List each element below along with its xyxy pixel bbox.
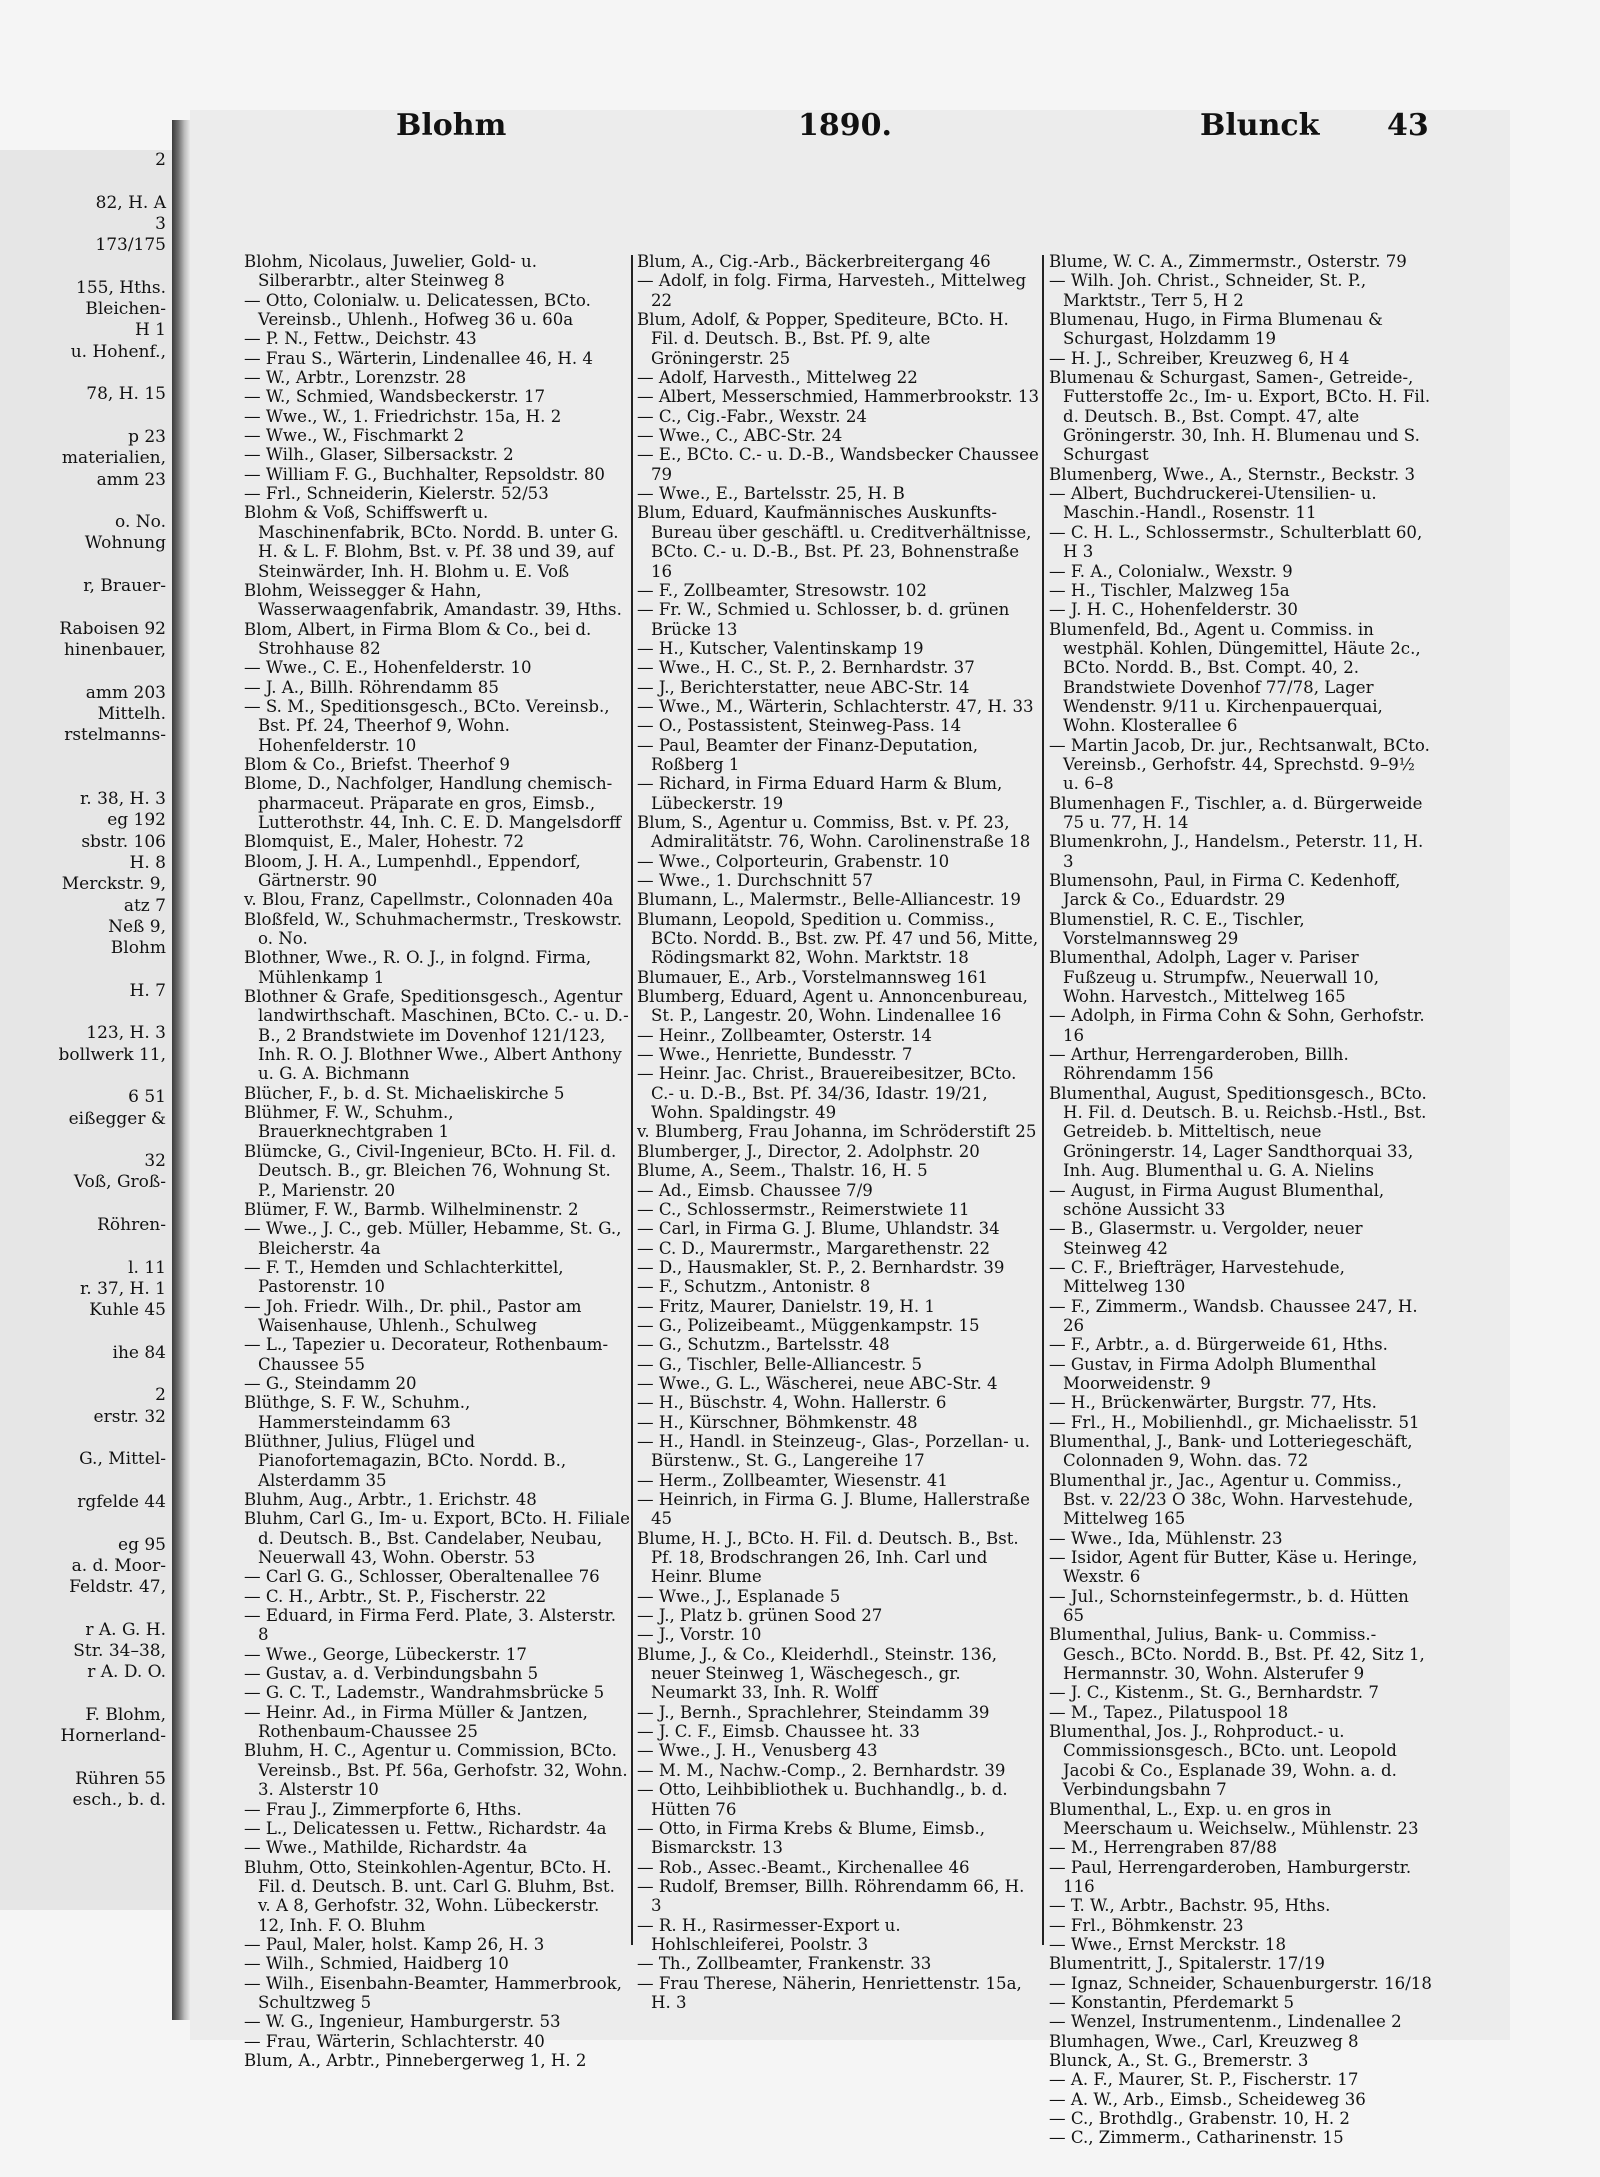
directory-column-1 [244,252,630,2070]
directory-entry: — Frl., Böhmkenstr. 23 [1049,1915,1244,1935]
directory-entry: Blum, Eduard, Kaufmännisches Auskunfts-Bureau über geschäftl. u. Creditverhältnisse, BCto. C.- u. D.-B., Bst. Pf. 23, Bohnenstraße 16 [637,503,1032,581]
directory-entry: — C., Brothdlg., Grabenstr. 10, H. 2 [1049,2109,1350,2128]
directory-entry: — Wwe., Ernst Merckstr. 18 [1049,1934,1287,1954]
directory-entry: Blücher, F., b. d. St. Michaeliskirche 5 [244,1083,565,1103]
directory-entry: — J. C. F., Eimsb. Chaussee ht. 33 [637,1722,920,1742]
directory-entry: — G., Tischler, Belle-Alliancestr. 5 [637,1354,923,1374]
directory-entry: — Wwe., Colporteurin, Grabenstr. 10 [637,851,950,871]
fragment-line: esch., b. d. [72,1790,166,1811]
directory-entry: Blomquist, E., Maler, Hohestr. 72 [244,832,525,852]
fragment-line: amm 203 [85,682,166,703]
fragment-line: r. 38, H. 3 [80,789,166,809]
fragment-line: Kuhle 45 [89,1300,166,1321]
fragment-line: erstr. 32 [93,1406,166,1427]
directory-entry: Blumenthal, Julius, Bank- u. Commiss.-Gesch., BCto. Nordd. B., Bst. Pf. 42, Sitz 1, Hermannstr. 30, Wohn. Alsterufer 9 [1049,1625,1425,1684]
directory-entry: — Wilh., Glaser, Silbersackstr. 2 [244,445,514,465]
fragment-line: Str. 34–38, [73,1641,166,1661]
directory-entry: Bluhm, Aug., Arbtr., 1. Erichstr. 48 [244,1490,537,1509]
directory-entry: — H., Tischler, Malzweg 15a [1049,580,1290,600]
directory-entry: — Wilh. Joh. Christ., Schneider, St. P., Marktstr., Terr 5, H 2 [1049,271,1367,310]
fragment-line: 123, H. 3 [86,1023,166,1044]
directory-column-2 [637,252,1040,2012]
directory-entry: — P. N., Fettw., Deichstr. 43 [244,329,477,349]
fragment-line: Feldstr. 47, [69,1577,166,1598]
directory-entry: — Konstantin, Pferdemarkt 5 [1049,1992,1295,2012]
directory-entry: Bloom, J. H. A., Lumpenhdl., Eppendorf, Gärtnerstr. 90 [244,851,581,890]
fragment-line: H. 7 [129,980,166,1001]
directory-entry: Blumentritt, J., Spitalerstr. 17/19 [1049,1954,1325,1974]
running-head-left: Blohm [396,108,507,143]
directory-entry: — Isidor, Agent für Butter, Käse u. Heringe, Wexstr. 6 [1049,1548,1418,1587]
directory-entry: Blumenhagen F., Tischler, a. d. Bürgerweide 75 u. 77, H. 14 [1049,793,1423,832]
directory-entry: Blumensohn, Paul, in Firma C. Kedenhoff, Jarck & Co., Eduardstr. 29 [1049,871,1401,910]
directory-entry: — Heinrich, in Firma G. J. Blume, Hallerstraße 45 [637,1490,1030,1529]
directory-entry: — Adolf, in folg. Firma, Harvesteh., Mittelweg 22 [637,271,1027,310]
directory-entry: Blumenthal, L., Exp. u. en gros in Meerschaum u. Weichselw., Mühlenstr. 23 [1049,1799,1419,1838]
directory-entry: — R. H., Rasirmesser-Export u. Hohlschleiferei, Poolstr. 3 [637,1915,901,1954]
fragment-line: G., Mittel- [79,1449,166,1470]
directory-entry: Blumenthal, Adolph, Lager v. Pariser Fußzeug u. Strumpfw., Neuerwall 10, Wohn. Harvestch., Mittelweg 165 [1049,948,1380,1007]
directory-entry: Blumenthal jr., Jac., Agentur u. Commiss., Bst. v. 22/23 O 38c, Wohn. Harvestehude, Mittelweg 165 [1049,1470,1414,1529]
directory-entry: Blumenkrohn, J., Handelsm., Peterstr. 11, H. 3 [1049,832,1424,871]
previous-page-fragment [0,150,172,1910]
directory-entry: — C. H., Arbtr., St. P., Fischerstr. 22 [244,1586,547,1606]
directory-entry: — Wwe., J., Esplanade 5 [637,1586,841,1606]
directory-entry: — Heinr., Zollbeamter, Osterstr. 14 [637,1025,932,1045]
directory-entry: — C. D., Maurermstr., Margarethenstr. 22 [637,1238,991,1258]
directory-entry: v. Blou, Franz, Capellmstr., Colonnaden 40a [244,890,614,910]
directory-entry: — Th., Zollbeamter, Frankenstr. 33 [637,1954,932,1974]
directory-entry: Blumann, Leopold, Spedition u. Commiss., BCto. Nordd. B., Bst. zw. Pf. 47 und 56, Mitte, Rödingsmarkt 82, Wohn. Marktstr. 18 [637,909,1039,968]
directory-entry: Blume, A., Seem., Thalstr. 16, H. 5 [637,1161,928,1181]
directory-entry: — H., Brückenwärter, Burgstr. 77, Hts. [1049,1393,1377,1413]
directory-entry: — J. H. C., Hohenfelderstr. 30 [1049,600,1298,620]
directory-entry: Blume, W. C. A., Zimmermstr., Osterstr. 79 [1049,252,1407,271]
directory-entry: Blume, J., & Co., Kleiderhdl., Steinstr. 136, neuer Steinweg 1, Wäschegesch., gr. Neumarkt 33, Inh. R. Wolff [637,1644,998,1703]
directory-entry: — J., Bernh., Sprachlehrer, Steindamm 39 [637,1702,990,1722]
fragment-line: sbstr. 106 [81,831,166,852]
fragment-line: 3 [155,213,166,234]
directory-entry: Blumauer, E., Arb., Vorstelmannsweg 161 [637,967,989,987]
directory-entry: Blüthge, S. F. W., Schuhm., Hammersteindamm 63 [244,1393,471,1432]
directory-entry: v. Blumberg, Frau Johanna, im Schröderstift 25 [637,1122,1037,1142]
directory-entry: — M. M., Nachw.-Comp., 2. Bernhardstr. 39 [637,1760,1006,1780]
directory-entry: — Heinr. Jac. Christ., Brauereibesitzer, BCto. C.- u. D.-B., Bst. Pf. 34/36, Idastr. 19/21, Wohn. Spaldingstr. 49 [637,1064,1017,1123]
directory-entry: — Richard, in Firma Eduard Harm & Blum, Lübeckerstr. 19 [637,774,1003,813]
fragment-line: bollwerk 11, [58,1044,166,1065]
column-rule [631,255,633,1945]
directory-entry: — M., Herrengraben 87/88 [1049,1838,1278,1858]
fragment-line: Rühren 55 [75,1768,166,1789]
directory-entry: — F. T., Hemden und Schlachterkittel, Pastorenstr. 10 [244,1257,564,1297]
directory-entry: Blohm, Weissegger & Hahn, Wasserwaagenfabrik, Amandastr. 39, Hths. [244,580,622,620]
directory-entry: — W. G., Ingenieur, Hamburgerstr. 53 [244,2012,561,2032]
fragment-line: r A. D. O. [87,1662,166,1683]
directory-entry: Blohm, Nicolaus, Juwelier, Gold- u. Silberarbtr., alter Steinweg 8 [244,252,537,291]
directory-entry: — Rob., Assec.-Beamt., Kirchenallee 46 [637,1857,970,1877]
directory-entry: Blumhagen, Wwe., Carl, Kreuzweg 8 [1049,2031,1359,2051]
directory-entry: — W., Schmied, Wandsbeckerstr. 17 [244,387,546,407]
directory-entry: — Wenzel, Instrumentenm., Lindenallee 2 [1049,2012,1402,2032]
directory-entry: — Frl., Schneiderin, Kielerstr. 52/53 [244,484,549,504]
directory-entry: Bluhm, Carl G., Im- u. Export, BCto. H. Filiale d. Deutsch. B., Bst. Candelaber, Neubau, Neuerwall 43, Wohn. Oberstr. 53 [244,1509,630,1568]
directory-entry: — F., Zimmerm., Wandsb. Chaussee 247, H. 26 [1049,1296,1418,1335]
directory-entry: — D., Hausmakler, St. P., 2. Bernhardstr. 39 [637,1257,1005,1277]
directory-entry: Blum, A., Arbtr., Pinnebergerweg 1, H. 2 [244,2050,587,2070]
directory-entry: — Wwe., C. E., Hohenfelderstr. 10 [244,658,532,678]
directory-entry: — Wwe., E., Bartelsstr. 25, H. B [637,484,905,504]
directory-entry: Blumberg, Eduard, Agent u. Annoncenbureau, St. P., Langestr. 20, Wohn. Lindenallee 16 [637,987,1028,1026]
fragment-line: atz 7 [123,895,166,916]
directory-entry: — M., Tapez., Pilatuspool 18 [1049,1702,1289,1722]
directory-entry: — Eduard, in Firma Ferd. Plate, 3. Alsterstr. 8 [244,1606,617,1645]
directory-entry: — Frau S., Wärterin, Lindenallee 46, H. 4 [244,348,593,368]
directory-column-3 [1049,252,1435,2148]
fragment-line: eg 192 [107,810,166,831]
directory-entry: — C. F., Briefträger, Harvestehude, Mittelweg 130 [1049,1257,1345,1297]
fragment-line: rgfelde 44 [77,1491,166,1512]
directory-entry: — A. F., Maurer, St. P., Fischerstr. 17 [1049,2070,1359,2090]
directory-entry: Blumenstiel, R. C. E., Tischler, Vorstelmannsweg 29 [1049,909,1305,949]
directory-entry: — H., Büschstr. 4, Wohn. Hallerstr. 6 [637,1393,947,1413]
directory-entry: — Wwe., G. L., Wäscherei, neue ABC-Str. 4 [637,1373,998,1393]
directory-entry: — C., Schlossermstr., Reimerstwiete 11 [637,1199,970,1219]
fragment-line: H. 8 [129,852,166,873]
fragment-line: Wohnung [84,533,166,554]
column-rule [1042,255,1044,1945]
directory-entry: — B., Glasermstr. u. Vergolder, neuer Steinweg 42 [1049,1219,1363,1258]
directory-entry: — G. C. T., Lademstr., Wandrahmsbrücke 5 [244,1683,605,1703]
directory-entry: Blüthner, Julius, Flügel und Pianofortemagazin, BCto. Nordd. B., Alsterdamm 35 [244,1431,567,1490]
directory-entry: — C., Cig.-Fabr., Wexstr. 24 [637,406,867,426]
fragment-line: Röhren- [97,1215,166,1235]
directory-entry: — J., Berichterstatter, neue ABC-Str. 14 [637,677,970,697]
directory-entry: — Herm., Zollbeamter, Wiesenstr. 41 [637,1470,948,1490]
running-head-right: Blunck [1200,108,1320,143]
directory-entry: — Wwe., W., Fischmarkt 2 [244,426,465,446]
directory-entry: Blothner, Wwe., R. O. J., in folgnd. Firma, Mühlenkamp 1 [244,948,592,987]
fragment-line: amm 23 [96,469,166,490]
fragment-line: p 23 [128,426,166,447]
directory-entry: — Otto, in Firma Krebs & Blume, Eimsb., Bismarckstr. 13 [637,1818,986,1858]
directory-entry: — E., BCto. C.- u. D.-B., Wandsbecker Chaussee 79 [637,445,1039,484]
directory-entry: — J., Vorstr. 10 [637,1625,762,1645]
fragment-line: a. d. Moor- [71,1555,166,1576]
fragment-line: 2 [155,150,166,170]
directory-entry: — Frau J., Zimmerpforte 6, Hths. [244,1799,522,1819]
directory-entry: — F. A., Colonialw., Wexstr. 9 [1049,561,1293,581]
directory-entry: — August, in Firma August Blumenthal, schöne Aussicht 33 [1049,1180,1385,1219]
directory-entry: — C. H. L., Schlossermstr., Schulterblatt 60, H 3 [1049,522,1423,562]
directory-entry: — Gustav, a. d. Verbindungsbahn 5 [244,1664,539,1684]
directory-entry: — Adolph, in Firma Cohn & Sohn, Gerhofstr. 16 [1049,1006,1425,1045]
fragment-line: 32 [144,1151,166,1172]
directory-entry: — Frl., H., Mobilienhdl., gr. Michaelisstr. 51 [1049,1412,1420,1432]
directory-entry: — H., Handl. in Steinzeug-, Glas-, Porzellan- u. Bürstenw., St. G., Langereihe 17 [637,1431,1030,1471]
directory-entry: — F., Zollbeamter, Stresowstr. 102 [637,580,927,600]
fragment-line: r A. G. H. [85,1619,166,1640]
fragment-line: Bleichen- [85,299,166,320]
directory-entry: — Adolf, Harvesth., Mittelweg 22 [637,368,918,388]
fragment-line: Hornerland- [60,1726,166,1747]
directory-entry: — Frau Therese, Näherin, Henriettenstr. 15a, H. 3 [637,1973,1022,2012]
directory-entry: — Wilh., Schmied, Haidberg 10 [244,1954,509,1974]
directory-entry: Blümcke, G., Civil-Ingenieur, BCto. H. Fil. d. Deutsch. B., gr. Bleichen 76, Wohnung St. P., Marienstr. 20 [244,1141,617,1200]
directory-entry: — Wwe., M., Wärterin, Schlachterstr. 47, H. 33 [637,696,1034,716]
directory-entry: — L., Tapezier u. Decorateur, Rothenbaum-Chaussee 55 [244,1335,609,1374]
directory-entry: — Gustav, in Firma Adolph Blumenthal Moorweidenstr. 9 [1049,1354,1377,1393]
directory-entry: Blumenthal, Jos. J., Rohproduct.- u. Commissionsgesch., BCto. unt. Leopold Jacobi & Co., Esplanade 39, Wohn. a. d. Verbindungsbahn 7 [1049,1722,1397,1800]
fragment-line: 78, H. 15 [86,384,166,405]
directory-entry: — L., Delicatessen u. Fettw., Richardstr. 4a [244,1818,607,1838]
directory-entry: — Albert, Messerschmied, Hammerbrookstr. 13 [637,387,1040,407]
fragment-line: eißegger & [68,1108,166,1129]
directory-entry: Bloßfeld, W., Schuhmachermstr., Treskowstr. o. No. [244,909,623,949]
directory-entry: — Ignaz, Schneider, Schauenburgerstr. 16/18 [1049,1973,1432,1993]
directory-entry: — Wwe., Henriette, Bundesstr. 7 [637,1045,913,1065]
directory-entry: — J. C., Kistenm., St. G., Bernhardstr. 7 [1049,1683,1379,1703]
directory-entry: Blom & Co., Briefst. Theerhof 9 [244,754,510,774]
directory-entry: — A. W., Arb., Eimsb., Scheideweg 36 [1049,2089,1366,2109]
directory-entry: — J. A., Billh. Röhrendamm 85 [244,677,499,697]
fragment-line: l. 11 [128,1257,166,1278]
directory-entry: — G., Polizeibeamt., Müggenkampstr. 15 [637,1315,980,1335]
directory-entry: — J., Platz b. grünen Sood 27 [637,1606,883,1626]
directory-entry: Blümer, F. W., Barmb. Wilhelminenstr. 2 [244,1199,579,1219]
fragment-line: materialien, [61,448,166,469]
page-header [0,108,1600,158]
fragment-line: r, Brauer- [83,576,166,596]
directory-entry: — Wwe., Mathilde, Richardstr. 4a [244,1838,528,1858]
directory-entry: Blum, Adolf, & Popper, Spediteure, BCto. H. Fil. d. Deutsch. B., Bst. Pf. 9, alte Gröningerstr. 25 [637,310,1009,368]
directory-entry: Blom, Albert, in Firma Blom & Co., bei d. Strohhause 82 [244,619,592,658]
directory-entry: — Paul, Maler, holst. Kamp 26, H. 3 [244,1934,545,1954]
fragment-line: rstelmanns- [64,725,166,746]
fragment-line: ihe 84 [112,1342,166,1363]
directory-entry: Blumann, L., Malermstr., Belle-Alliancestr. 19 [637,890,1021,910]
directory-entry: Blum, S., Agentur u. Commiss, Bst. v. Pf. 23, Admiralitätstr. 76, Wohn. Carolinenstraße 18 [637,812,1031,852]
fragment-line: F. Blohm, [85,1704,166,1725]
directory-entry: Blumenau, Hugo, in Firma Blumenau & Schurgast, Holzdamm 19 [1049,310,1383,349]
directory-entry: — Wwe., J. H., Venusberg 43 [637,1741,878,1761]
directory-entry: — H. J., Schreiber, Kreuzweg 6, H 4 [1049,348,1350,368]
directory-entry: — Wwe., H. C., St. P., 2. Bernhardstr. 37 [637,658,975,678]
directory-entry: — Joh. Friedr. Wilh., Dr. phil., Pastor am Waisenhause, Uhlenh., Schulweg [244,1296,582,1335]
directory-entry: — W., Arbtr., Lorenzstr. 28 [244,368,467,388]
directory-entry: Blohm & Voß, Schiffswerft u. Maschinenfabrik, BCto. Nordd. B. unter G. H. & L. F. Blohm, Bst. v. Pf. 38 und 39, auf Steinwärder, Inh. H. Blohm u. E. Voß [244,503,619,581]
directory-entry: — F., Arbtr., a. d. Bürgerweide 61, Hths. [1049,1335,1388,1355]
running-head-year: 1890. [798,108,892,143]
fragment-line: 155, Hths. [76,277,166,298]
directory-entry: Blühmer, F. W., Schuhm., Brauerknechtgraben 1 [244,1103,454,1142]
fragment-line: 82, H. A [95,192,166,213]
directory-entry: Blumenthal, J., Bank- und Lotteriegeschäft, Colonnaden 9, Wohn. das. 72 [1049,1431,1413,1471]
directory-entry: — C., Zimmerm., Catharinenstr. 15 [1049,2128,1344,2148]
directory-entry: — Rudolf, Bremser, Billh. Röhrendamm 66, H. 3 [637,1876,1025,1916]
fragment-line: 2 [155,1385,166,1406]
directory-entry: — Fritz, Maurer, Danielstr. 19, H. 1 [637,1296,935,1316]
fragment-line: eg 95 [118,1534,166,1555]
fragment-line: u. Hohenf., [70,341,166,362]
directory-entry: Blothner & Grafe, Speditionsgesch., Agentur landwirthschaft. Maschinen, BCto. C.- u. D.-B., 2 Brandstwiete im Dovenhof 121/123, Inh. R. O. J. Blothner Wwe., Albert Anthony u. G. A. Bichmann [244,987,629,1084]
directory-entry: — Paul, Beamter der Finanz-Deputation, Roßberg 1 [637,735,979,774]
fragment-line: 6 51 [128,1087,166,1108]
fragment-line: Merckstr. 9, [61,874,166,895]
directory-entry: Blome, D., Nachfolger, Handlung chemisch-pharmaceut. Präparate en gros, Eimsb., Lutterothstr. 44, Inh. C. E. D. Mangelsdorff [244,774,621,832]
directory-entry: — T. W., Arbtr., Bachstr. 95, Hths. [1049,1896,1331,1916]
fragment-line: Blohm [110,938,166,959]
directory-entry: — Carl, in Firma G. J. Blume, Uhlandstr. 34 [637,1219,1000,1239]
fragment-line: o. No. [115,512,166,533]
directory-entry: — G., Schutzm., Bartelsstr. 48 [637,1335,890,1355]
directory-entry: Blumenthal, August, Speditionsgesch., BCto. H. Fil. d. Deutsch. B. u. Reichsb.-Hstl., Bst. Getreideb. b. Mitteltisch, neue Gröningerstr. 14, Lager Sandthorquai 33, Inh. Aug. Blumenthal u. G. A. Nielins [1049,1083,1427,1181]
directory-entry: Blumenfeld, Bd., Agent u. Commiss. in westphäl. Kohlen, Düngemittel, Häute 2c., BCto. Nordd. B., Bst. Compt. 40, 2. Brandstwiete Dovenhof 77/78, Lager Wendenstr. 9/11 u. Kirchenpauerquai, Wohn. Klosterallee 6 [1049,619,1421,736]
fragment-line: r. 37, H. 1 [80,1278,166,1299]
fragment-line: hinenbauer, [63,639,166,660]
directory-entry: — Frau, Wärterin, Schlachterstr. 40 [244,2031,545,2051]
fragment-line: Raboisen 92 [59,618,166,639]
directory-entry: Blumberger, J., Director, 2. Adolphstr. 20 [637,1141,980,1161]
fragment-line: 173/175 [95,235,166,256]
directory-entry: — Heinr. Ad., in Firma Müller & Jantzen, Rothenbaum-Chaussee 25 [244,1702,588,1742]
directory-entry: Blumenberg, Wwe., A., Sternstr., Beckstr. 3 [1049,464,1416,484]
directory-entry: — Fr. W., Schmied u. Schlosser, b. d. grünen Brücke 13 [637,600,1010,639]
directory-entry: — S. M., Speditionsgesch., BCto. Vereinsb., Bst. Pf. 24, Theerhof 9, Wohn. Hohenfelderstr. 10 [244,696,610,755]
directory-entry: — Ad., Eimsb. Chaussee 7/9 [637,1180,873,1200]
directory-entry: Blum, A., Cig.-Arb., Bäckerbreitergang 46 [637,252,991,271]
directory-entry: — Albert, Buchdruckerei-Utensilien- u. Maschin.-Handl., Rosenstr. 11 [1049,484,1377,523]
directory-entry: Blumenau & Schurgast, Samen-, Getreide-, Futterstoffe 2c., Im- u. Export, BCto. H. Fil. d. Deutsch. B., Bst. Compt. 47, alte Gröningerstr. 30, Inh. H. Blumenau und S. Schurgast [1049,368,1431,465]
directory-entry: Bluhm, H. C., Agentur u. Commission, BCto. Vereinsb., Bst. Pf. 56a, Gerhofstr. 32, Wohn. 3. Alsterstr 10 [244,1741,628,1800]
directory-entry: — Otto, Colonialw. u. Delicatessen, BCto. Vereinsb., Uhlenh., Hofweg 36 u. 60a [244,290,591,330]
fragment-line: H 1 [134,320,166,341]
directory-entry: — Martin Jacob, Dr. jur., Rechtsanwalt, BCto. Vereinsb., Gerhofstr. 44, Sprechstd. 9–9½ u. 6–8 [1049,735,1430,794]
directory-entry: Bluhm, Otto, Steinkohlen-Agentur, BCto. H. Fil. d. Deutsch. B. unt. Carl G. Bluhm, Bst. v. A 8, Gerhofstr. 32, Wohn. Lübeckerstr. 12, Inh. F. O. Bluhm [244,1857,615,1935]
directory-entry: — F., Schutzm., Antonistr. 8 [637,1277,871,1297]
book-gutter [172,120,190,2020]
directory-entry: — Wwe., 1. Durchschnitt 57 [637,871,873,890]
fragment-line: Mittelh. [97,703,166,724]
directory-entry: — Jul., Schornsteinfegermstr., b. d. Hütten 65 [1049,1586,1409,1626]
directory-entry: — Paul, Herrengarderoben, Hamburgerstr. 116 [1049,1857,1412,1896]
directory-entry: — G., Steindamm 20 [244,1373,417,1393]
directory-entry: — H., Kutscher, Valentinskamp 19 [637,638,924,658]
directory-entry: — Arthur, Herrengarderoben, Billh. Röhrendamm 156 [1049,1045,1349,1084]
fragment-line: Voß, Groß- [73,1172,166,1193]
directory-entry: — Wwe., J. C., geb. Müller, Hebamme, St. G., Bleicherstr. 4a [244,1219,622,1258]
page-number: 43 [1387,108,1429,143]
directory-entry: — William F. G., Buchhalter, Repsoldstr. 80 [244,464,605,484]
directory-entry: — Wwe., George, Lübeckerstr. 17 [244,1644,527,1664]
directory-entry: — Wwe., W., 1. Friedrichstr. 15a, H. 2 [244,406,562,426]
directory-entry: — Carl G. G., Schlosser, Oberaltenallee 76 [244,1567,600,1587]
directory-entry: — H., Kürschner, Böhmkenstr. 48 [637,1412,918,1432]
directory-entry: — Wilh., Eisenbahn-Beamter, Hammerbrook, Schultzweg 5 [244,1973,622,2012]
directory-entry: — O., Postassistent, Steinweg-Pass. 14 [637,716,962,736]
directory-entry: Blume, H. J., BCto. H. Fil. d. Deutsch. B., Bst. Pf. 18, Brodschrangen 26, Inh. Carl und Heinr. Blume [637,1528,1019,1587]
directory-entry: — Wwe., C., ABC-Str. 24 [637,426,843,446]
fragment-line: Neß 9, [108,916,166,937]
directory-entry: — Otto, Leihbibliothek u. Buchhandlg., b. d. Hütten 76 [637,1780,1008,1819]
directory-entry: — Wwe., Ida, Mühlenstr. 23 [1049,1528,1283,1548]
directory-entry: Blunck, A., St. G., Bremerstr. 3 [1049,2050,1309,2070]
